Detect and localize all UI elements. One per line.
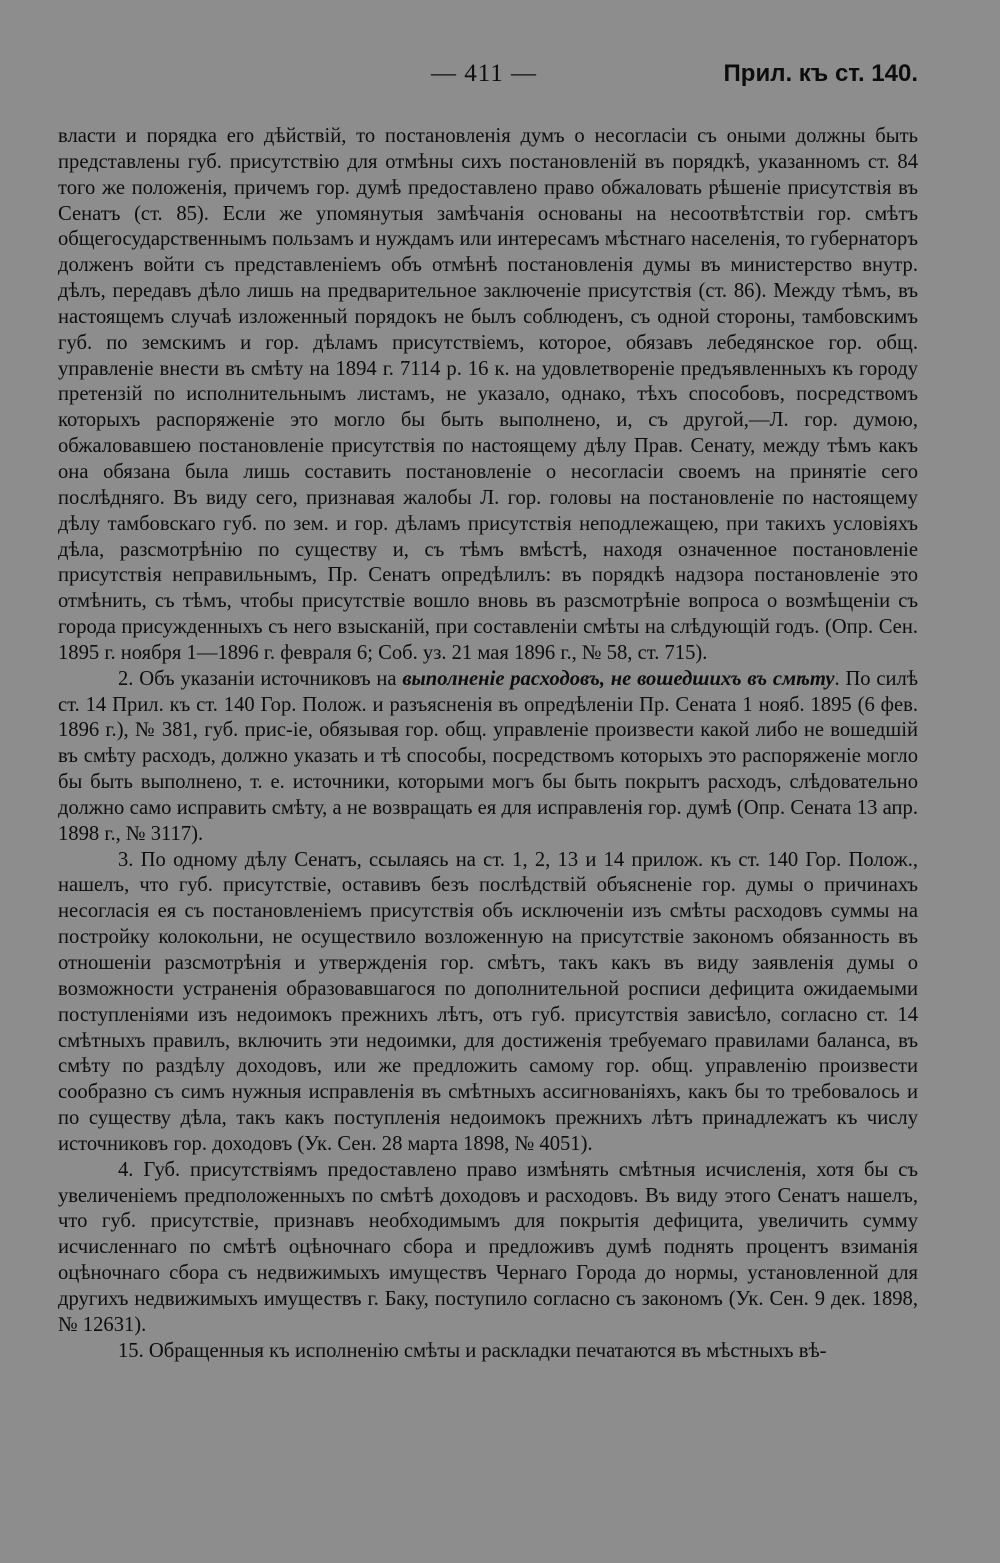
paragraph-2-emphasis: выполненіе расходовъ, не вошедшихъ въ смѣту: [402, 667, 835, 690]
page-body: [58, 124, 918, 1365]
paragraph-3: 3. По одному дѣлу Сенатъ, ссылаясь на ст. 1, 2, 13 и 14 прилож. къ ст. 140 Гор. Полож., нашелъ, что губ. присутствіе, оставивъ безъ послѣдствій объясненіе гор. думы о причинахъ несогласія ея съ постановленіемъ присутствія объ исключеніи изъ смѣты расходовъ суммы на постройку колокольни, не осуществило возложенную на присутствіе закономъ обязанность въ отношеніи разсмотрѣнія и утвержденія гор. смѣтъ, такъ какъ въ виду заявленія думы о возможности устраненія образовавшагося по дополнительной росписи дефицита ожидаемыми поступленіями изъ недоимокъ прежнихъ лѣтъ, отъ губ. присутствія зависѣло, согласно ст. 14 смѣтныхъ правилъ, включить эти недоимки, для достиженія требуемаго правилами баланса, въ смѣту по раздѣлу доходовъ, или же предложить самому гор. общ. управленію произвести сообразно съ симъ нужныя исправленія въ смѣтныхъ ассигнованіяхъ, какъ бы то требовалось и по существу дѣла, такъ какъ поступленія недоимокъ прежнихъ лѣтъ принадлежатъ къ числу источниковъ гор. доходовъ (Ук. Сен. 28 марта 1898, № 4051).: [58, 848, 918, 1155]
paragraph-2: [58, 667, 918, 848]
paragraph-4: 4. Губ. присутствіямъ предоставлено право измѣнять смѣтныя исчисленія, хотя бы съ увеличеніемъ предположенныхъ по смѣтѣ доходовъ и расходовъ. Въ виду этого Сенатъ нашелъ, что губ. присутствіе, признавъ необходимымъ для покрытія дефицита, увеличить сумму исчисленнаго по смѣтѣ оцѣночнаго сбора и предложивъ думѣ поднять процентъ взиманія оцѣночнаго сбора съ недвижимыхъ имуществъ Чернаго Города до нормы, установленной для другихъ недвижимыхъ имуществъ г. Баку, поступило согласно съ закономъ (Ук. Сен. 9 дек. 1898, № 12631).: [58, 1158, 918, 1336]
header-reference: Прил. къ ст. 140.: [723, 60, 918, 87]
page-header: [0, 60, 1000, 96]
paragraph-2-body: . По силѣ ст. 14 Прил. къ ст. 140 Гор. Полож. и разъясненія въ опредѣленіи Пр. Сената 1 нояб. 1895 (6 фев. 1896 г.), № 381, губ. прис-іе, обязывая гор. общ. управленіе произвести какой либо не вошедшій въ смѣту расходъ, должно указать и тѣ способы, посредствомъ которыхъ это распоряженіе могло бы быть выполнено, т. е. источники, которыми могъ бы быть покрытъ расходъ, слѣдовательно должно само исправить смѣту, а не возвращать ея для исправленія гор. думѣ (Опр. Сената 13 апр. 1898 г., № 3117).: [58, 667, 918, 845]
paragraph-2-lead: 2. Объ указаніи источниковъ на: [118, 667, 403, 690]
paragraph-1: власти и порядка его дѣйствій, то постановленія думъ о несогласіи съ оными должны быть представлены губ. присутствію для отмѣны сихъ постановленій въ порядкѣ, указанномъ ст. 84 того же положенія, причемъ гор. думѣ предоставлено право обжаловать рѣшеніе присутствія въ Сенатъ (ст. 85). Если же упомянутыя замѣчанія основаны на несоотвѣтствіи гор. смѣтъ общегосударственнымъ пользамъ и нуждамъ или интересамъ мѣстнаго населенія, то губернаторъ долженъ войти съ представленіемъ объ отмѣнѣ постановленія думы въ министерство внутр. дѣлъ, передавъ дѣло лишь на предварительное заключеніе присутствія (ст. 86). Между тѣмъ, въ настоящемъ случаѣ изложенный порядокъ не былъ соблюденъ, съ одной стороны, тамбовскимъ губ. по земскимъ и гор. дѣламъ присутствіемъ, которое, обязавъ лебедянское гор. общ. управленіе внести въ смѣту на 1894 г. 7114 р. 16 к. на удовлетвореніе предъявленныхъ къ городу претензій по исполнительнымъ листамъ, не указало, однако, тѣхъ способовъ, посредствомъ которыхъ распоряженіе это могло бы быть выполнено, и, съ другой,—Л. гор. думою, обжаловавшею постановленіе присутствія по настоящему дѣлу Прав. Сенату, между тѣмъ какъ она обязана была лишь составить постановленіе о несогласіи своемъ на принятіе сего послѣдняго. Въ виду сего, признавая жалобы Л. гор. головы на постановленіе по настоящему дѣлу тамбовскаго губ. по зем. и гор. дѣламъ присутствія неподлежащею, при такихъ условіяхъ дѣла, разсмотрѣнію по существу и, съ тѣмъ вмѣстѣ, находя означенное постановленіе присутствія неправильнымъ, Пр. Сенатъ опредѣлилъ: въ порядкѣ надзора постановленіе это отмѣнить, съ тѣмъ, чтобы присутствіе вошло вновь въ разсмотрѣніе вопроса о возмѣщеніи съ города присужденныхъ съ него взысканій, при составленіи смѣты на слѣдующій годъ. (Опр. Сен. 1895 г. ноября 1—1896 г. февраля 6; Соб. уз. 21 мая 1896 г., № 58, ст. 715).: [58, 125, 918, 664]
paragraph-5: 15. Обращенныя къ исполненію смѣты и раскладки печатаются въ мѣстныхъ вѣ-: [118, 1339, 827, 1362]
page-number: — 411 —: [430, 60, 538, 87]
